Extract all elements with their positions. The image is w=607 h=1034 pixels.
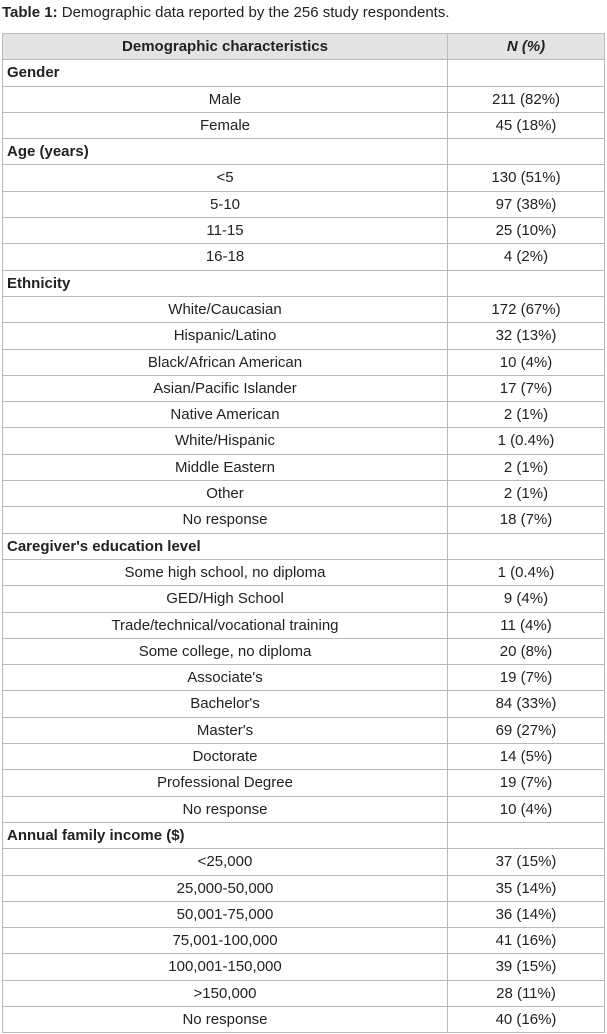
table-row — [3, 744, 605, 770]
table-row — [3, 1006, 605, 1032]
count-cell: 69 (27%) — [448, 717, 605, 743]
table-row — [3, 796, 605, 822]
table-row — [3, 296, 605, 322]
table-row — [3, 218, 605, 244]
table-body — [3, 60, 605, 1033]
category-cell: Other — [3, 481, 448, 507]
table-row — [3, 507, 605, 533]
category-cell: 100,001-150,000 — [3, 954, 448, 980]
table-row — [3, 375, 605, 401]
category-cell: <5 — [3, 165, 448, 191]
count-cell: 2 (1%) — [448, 481, 605, 507]
category-cell: Some college, no diploma — [3, 638, 448, 664]
table-row — [3, 323, 605, 349]
table-row — [3, 875, 605, 901]
table-row — [3, 638, 605, 664]
section-title: Annual family income ($) — [3, 822, 448, 848]
section-title: Ethnicity — [3, 270, 448, 296]
category-cell: Bachelor's — [3, 691, 448, 717]
category-cell: <25,000 — [3, 849, 448, 875]
header-n-percent: N (%) — [448, 34, 605, 60]
count-cell: 17 (7%) — [448, 375, 605, 401]
category-cell: No response — [3, 1006, 448, 1032]
count-cell: 28 (11%) — [448, 980, 605, 1006]
count-cell: 40 (16%) — [448, 1006, 605, 1032]
count-cell: 37 (15%) — [448, 849, 605, 875]
table-row — [3, 112, 605, 138]
category-cell: 5-10 — [3, 191, 448, 217]
category-cell: Black/African American — [3, 349, 448, 375]
section-row — [3, 139, 605, 165]
category-cell: Female — [3, 112, 448, 138]
table-row — [3, 402, 605, 428]
table-row — [3, 428, 605, 454]
section-title: Age (years) — [3, 139, 448, 165]
count-cell: 10 (4%) — [448, 349, 605, 375]
count-cell: 19 (7%) — [448, 665, 605, 691]
header-row — [3, 34, 605, 60]
category-cell: 16-18 — [3, 244, 448, 270]
category-cell: Asian/Pacific Islander — [3, 375, 448, 401]
section-empty-cell — [448, 60, 605, 86]
table-row — [3, 665, 605, 691]
table-row — [3, 191, 605, 217]
table-row — [3, 349, 605, 375]
section-row — [3, 270, 605, 296]
table-row — [3, 86, 605, 112]
category-cell: 50,001-75,000 — [3, 901, 448, 927]
table-row — [3, 717, 605, 743]
table-row — [3, 481, 605, 507]
table-row — [3, 928, 605, 954]
category-cell: Doctorate — [3, 744, 448, 770]
table-row — [3, 454, 605, 480]
count-cell: 36 (14%) — [448, 901, 605, 927]
table-row — [3, 849, 605, 875]
count-cell: 20 (8%) — [448, 638, 605, 664]
category-cell: White/Caucasian — [3, 296, 448, 322]
count-cell: 19 (7%) — [448, 770, 605, 796]
section-empty-cell — [448, 270, 605, 296]
demographics-table — [2, 33, 605, 1033]
count-cell: 172 (67%) — [448, 296, 605, 322]
table-row — [3, 559, 605, 585]
category-cell: No response — [3, 796, 448, 822]
count-cell: 32 (13%) — [448, 323, 605, 349]
category-cell: Trade/technical/vocational training — [3, 612, 448, 638]
category-cell: Associate's — [3, 665, 448, 691]
section-title: Caregiver's education level — [3, 533, 448, 559]
count-cell: 2 (1%) — [448, 454, 605, 480]
count-cell: 45 (18%) — [448, 112, 605, 138]
count-cell: 211 (82%) — [448, 86, 605, 112]
section-empty-cell — [448, 822, 605, 848]
section-row — [3, 533, 605, 559]
section-row — [3, 60, 605, 86]
count-cell: 130 (51%) — [448, 165, 605, 191]
count-cell: 1 (0.4%) — [448, 559, 605, 585]
caption-label: Table 1: — [2, 4, 58, 21]
count-cell: 97 (38%) — [448, 191, 605, 217]
category-cell: Native American — [3, 402, 448, 428]
count-cell: 9 (4%) — [448, 586, 605, 612]
count-cell: 11 (4%) — [448, 612, 605, 638]
table-row — [3, 954, 605, 980]
table-row — [3, 165, 605, 191]
count-cell: 41 (16%) — [448, 928, 605, 954]
count-cell: 35 (14%) — [448, 875, 605, 901]
header-characteristics: Demographic characteristics — [3, 34, 448, 60]
table-row — [3, 244, 605, 270]
category-cell: Male — [3, 86, 448, 112]
table-row — [3, 901, 605, 927]
category-cell: White/Hispanic — [3, 428, 448, 454]
table-row — [3, 691, 605, 717]
category-cell: 25,000-50,000 — [3, 875, 448, 901]
count-cell: 14 (5%) — [448, 744, 605, 770]
category-cell: Some high school, no diploma — [3, 559, 448, 585]
table-row — [3, 980, 605, 1006]
count-cell: 25 (10%) — [448, 218, 605, 244]
category-cell: Middle Eastern — [3, 454, 448, 480]
category-cell: Master's — [3, 717, 448, 743]
table-caption — [2, 2, 450, 24]
count-cell: 18 (7%) — [448, 507, 605, 533]
count-cell: 10 (4%) — [448, 796, 605, 822]
category-cell: 75,001-100,000 — [3, 928, 448, 954]
category-cell: Hispanic/Latino — [3, 323, 448, 349]
section-empty-cell — [448, 139, 605, 165]
section-empty-cell — [448, 533, 605, 559]
category-cell: 11-15 — [3, 218, 448, 244]
count-cell: 2 (1%) — [448, 402, 605, 428]
table-row — [3, 770, 605, 796]
table-row — [3, 612, 605, 638]
category-cell: GED/High School — [3, 586, 448, 612]
caption-text: Demographic data reported by the 256 study respondents. — [57, 4, 450, 21]
section-row — [3, 822, 605, 848]
category-cell: >150,000 — [3, 980, 448, 1006]
count-cell: 39 (15%) — [448, 954, 605, 980]
table-row — [3, 586, 605, 612]
category-cell: Professional Degree — [3, 770, 448, 796]
category-cell: No response — [3, 507, 448, 533]
count-cell: 1 (0.4%) — [448, 428, 605, 454]
section-title: Gender — [3, 60, 448, 86]
count-cell: 84 (33%) — [448, 691, 605, 717]
count-cell: 4 (2%) — [448, 244, 605, 270]
